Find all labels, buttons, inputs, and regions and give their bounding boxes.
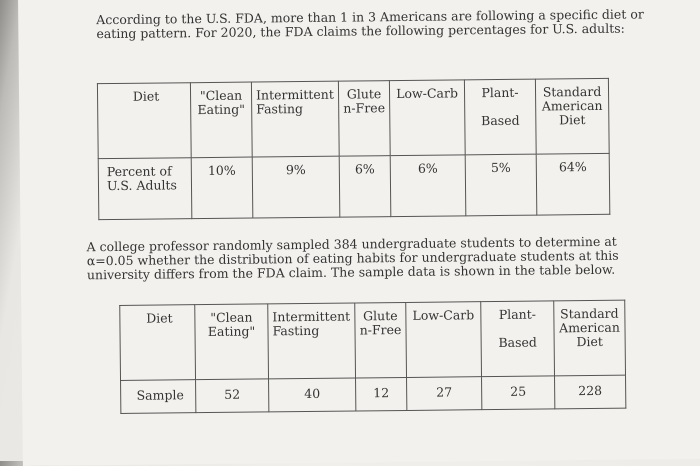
sample-col-clean-eating: "Clean Eating" — [195, 304, 269, 380]
sample-value-intermittent-fasting: 40 — [269, 378, 356, 412]
sample-data-table — [119, 300, 626, 414]
sample-header-row — [120, 300, 626, 380]
fda-col-plant-based: Plant- Based — [464, 79, 536, 155]
fda-col-standard-american-diet: Standard American Diet — [535, 78, 609, 154]
fda-col-clean-eating: "Clean Eating" — [190, 82, 252, 158]
fda-col-intermittent-fasting: Intermittent Fasting — [251, 81, 339, 157]
fda-value-header: Percent of U.S. Adults — [98, 158, 192, 220]
sample-value-standard-american-diet: 228 — [555, 375, 626, 409]
sample-value-gluten-free: 12 — [356, 377, 407, 411]
fda-values-row — [98, 153, 610, 219]
sample-col-plant-based: Plant- Based — [481, 301, 555, 377]
study-description: A college professor randomly sampled 384 undergraduate students to determine at α=0.05 whether the distribution of eating habits for undergraduate students at this university differs from the FDA claim. The sample data is shown in the table below. — [86, 233, 619, 283]
sample-row-header-diet: Diet — [120, 305, 196, 381]
fda-value-plant-based: 5% — [465, 154, 537, 216]
sample-value-plant-based: 25 — [482, 376, 555, 410]
fda-col-low-carb: Low-Carb — [389, 80, 465, 156]
fda-value-standard-american-diet: 64% — [536, 153, 610, 215]
sample-col-intermittent-fasting: Intermittent Fasting — [268, 303, 356, 379]
sample-col-standard-american-diet: Standard American Diet — [554, 300, 626, 376]
fda-header-row — [97, 78, 609, 158]
fda-value-gluten-free: 6% — [339, 156, 391, 218]
fda-claim-table — [97, 78, 610, 220]
worksheet-page — [18, 0, 700, 466]
sample-col-gluten-free: Glute n-Free — [355, 302, 407, 378]
sample-value-clean-eating: 52 — [196, 379, 269, 413]
sample-value-low-carb: 27 — [407, 377, 482, 411]
fda-value-clean-eating: 10% — [191, 157, 253, 219]
fda-value-intermittent-fasting: 9% — [252, 156, 340, 218]
fda-value-low-carb: 6% — [390, 155, 466, 217]
fda-row-header-diet: Diet — [97, 83, 191, 159]
sample-values-row — [121, 375, 626, 413]
fda-col-gluten-free: Glute n-Free — [338, 81, 390, 157]
sample-col-low-carb: Low-Carb — [406, 302, 482, 378]
sample-value-header: Sample — [121, 380, 196, 414]
intro-paragraph: According to the U.S. FDA, more than 1 in 3 Americans are following a specific diet or eating pattern. For 2020, the FDA claims the following percentages for U.S. adults: — [96, 6, 644, 42]
